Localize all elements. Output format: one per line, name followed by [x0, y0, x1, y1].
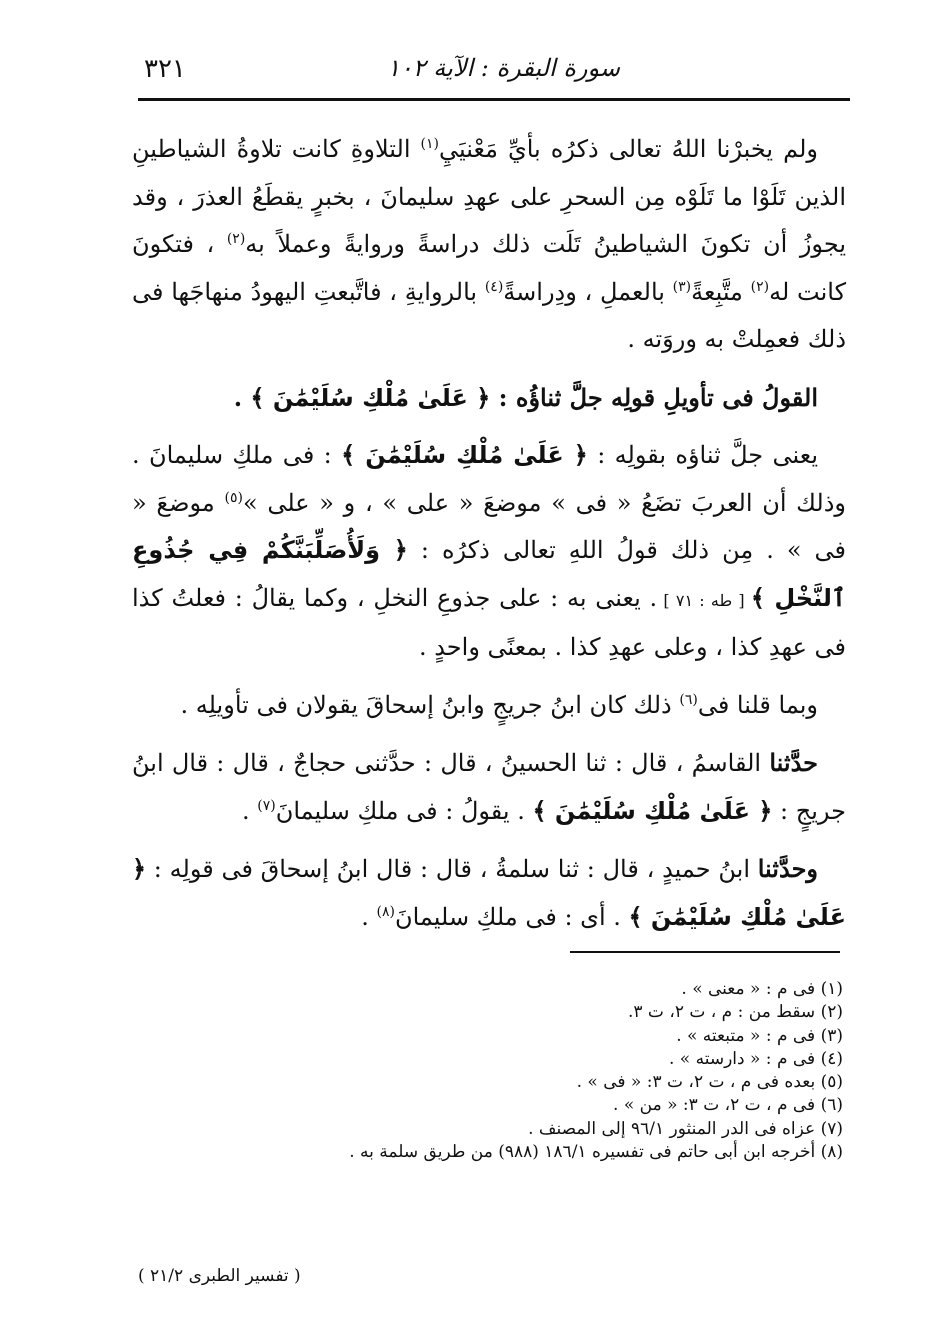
footnotes — [150, 978, 843, 1164]
text-run: . يعنى به : على جذوعِ النخلِ ، وكما يقالُ : فعلتُ كذا فى عهدِ كذا ، وعلى عهدِ كذا . بمعنًى واحدٍ . — [132, 583, 846, 661]
header-rule — [138, 98, 850, 101]
text-run: يعنى جلَّ ثناؤه بقولِه : — [587, 441, 818, 469]
text-run: القاسمُ ، قال : ثنا الحسينُ ، قال : حدَّثنى حجاجٌ ، قال : قال ابنُ جريجٍ : — [132, 749, 846, 825]
text-run: وبما قلنا فى — [697, 690, 818, 719]
text-run: ، فتكونَ كانت له — [132, 230, 846, 306]
section-heading — [132, 374, 846, 423]
footnote-marker: (٢) — [750, 278, 770, 295]
volume-signature: ( تفسير الطبرى ٢١/٢ ) — [138, 1266, 301, 1286]
footnote-marker: (٧) — [257, 797, 276, 814]
paragraph-4 — [132, 739, 846, 835]
page-number: ٣٢١ — [144, 54, 186, 84]
text-run: بالروايةِ ، فاتَّبعتِ اليهودُ منهاجَها فى ذلك فعمِلتْ به وروَته . — [132, 277, 846, 353]
quran-verse: ﴿ عَلَىٰ مُلْكِ سُلَيْمَٰنَ ﴾ — [250, 383, 491, 412]
footnote: (١) فى م : « معنى » . — [681, 979, 843, 999]
footnote-marker: (٢) — [226, 231, 246, 247]
footnote: (٢) سقط من : م ، ت ٢، ت ٣. — [627, 1002, 843, 1023]
text-run: متَّبِعةً — [691, 277, 751, 306]
footnote-marker: (٥) — [224, 489, 243, 506]
footnote-marker: (١) — [420, 136, 439, 152]
running-header — [138, 52, 850, 96]
footnote: (٤) فى م : « دارسته » . — [669, 1048, 843, 1069]
footnote-marker: (٨) — [376, 903, 395, 920]
text-run: موضعَ « فى » . مِن ذلك قولُ اللهِ تعالى ذكرُه : — [132, 488, 846, 564]
paragraph-3 — [132, 682, 846, 730]
text-run: . أى : فى ملكِ سليمانَ — [394, 902, 629, 931]
heading-end: . — [233, 382, 251, 412]
paragraph-2 — [132, 432, 846, 672]
footnote-marker: (٤) — [484, 278, 504, 295]
footnote-marker: (٣) — [672, 278, 692, 295]
paragraph-1 — [132, 126, 846, 364]
narration-keyword: حدَّثنا — [769, 748, 818, 777]
footnote: (٨) أخرجه ابن أبى حاتم فى تفسيره ١٨٦/١ (٩٨٨) من طريق سلمة به . — [349, 1142, 843, 1163]
footnote: (٥) بعده فى م ، ت ٢، ت ٣: « فى » . — [576, 1072, 843, 1093]
narration-keyword: وحدَّثنا — [757, 854, 818, 883]
text-run: بالعملِ ، ودِراسةً — [503, 277, 673, 306]
quran-verse: ﴿ عَلَىٰ مُلْكِ سُلَيْمَٰنَ ﴾ — [341, 441, 588, 469]
footnote: (٣) فى م : « متبعته » . — [676, 1025, 843, 1046]
footnote-rule — [570, 951, 840, 953]
text-run: . يقولُ : فى ملكِ سليمانَ — [275, 796, 533, 825]
main-text — [132, 126, 846, 941]
text-run: . — [361, 902, 377, 931]
footnote: (٦) فى م ، ت ٢، ت ٣: « من » . — [613, 1095, 843, 1116]
text-run: ولم يخبرْنا اللهُ تعالى ذكرُه بأيِّ مَعْنيَيِ — [439, 135, 818, 163]
paragraph-5 — [132, 845, 846, 941]
text-run: . — [242, 796, 258, 825]
quran-verse: ﴿ عَلَىٰ مُلْكِ سُلَيْمَٰنَ ﴾ — [532, 796, 773, 825]
footnote: (٧) عزاه فى الدر المنثور ٩٦/١ إلى المصنف . — [528, 1118, 843, 1139]
running-title: سورة البقرة : الآية ١٠٢ — [386, 54, 620, 82]
heading-text: القولُ فى تأويلِ قولِه جلَّ ثناؤُه : — [490, 382, 818, 412]
footnote-marker: (٦) — [679, 691, 698, 708]
text-run: ابنُ حميدٍ ، قال : ثنا سلمةُ ، قال : قال ابنُ إسحاقَ فى قولِه : — [146, 855, 758, 883]
text-run: التلاوةِ كانت تلاوةُ الشياطينِ الذين تَلَوْا ما تَلَوْه مِن السحرِ على عهدِ سليمانَ ، بخبرٍ يقطَعُ العذرَ ، وقد يجوزُ أن تكونَ الشياطينُ تَلَت ذلك دراسةً وروايةً وعملاً به — [132, 135, 847, 258]
quran-verse: ﴿ وَلَأُصَلِّبَنَّكُمْ فِي جُذُوعِ ٱلنَّخْلِ ﴾ — [132, 536, 846, 612]
quran-verse: ﴿ عَلَىٰ مُلْكِ سُلَيْمَٰنَ ﴾ — [132, 855, 846, 931]
text-run: ذلك كان ابنُ جريجٍ وابنُ إسحاقَ يقولان فى تأويلِه . — [180, 690, 680, 719]
text-run: : فى ملكِ سليمانَ . وذلك أن العربَ تضَعُ « فى » موضعَ « على » ، و « على » — [132, 441, 846, 517]
verse-reference: [ طه : ٧١ ] — [657, 590, 751, 610]
